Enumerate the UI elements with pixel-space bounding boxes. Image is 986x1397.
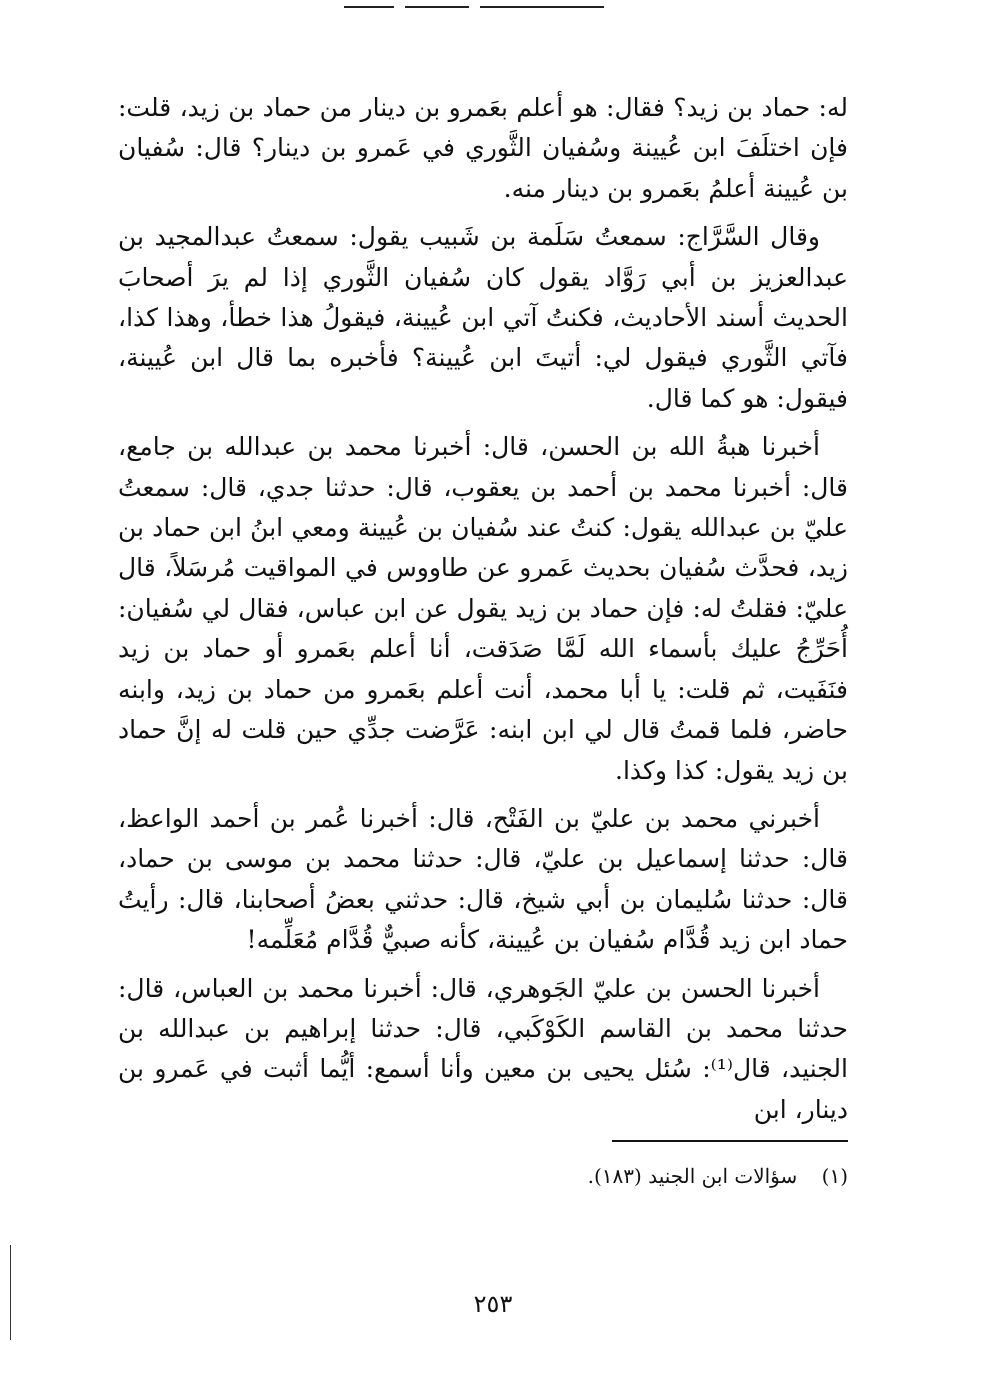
paragraph: أخبرنا الحسن بن عليّ الجَوهري، قال: أخبرنا محمد بن العباس، قال: حدثنا محمد بن القاسم الكَوْكَبي، قال: حدثنا إبراهيم بن عبدالله بن الجنيد، قال⁽¹⁾: سُئل يحيى بن معين وأنا أسمع: أيُّما أثبت في عَمرو بن دينار، ابن: [118, 973, 848, 1124]
footnote-text: سؤالات ابن الجنيد (١٨٣).: [587, 1164, 798, 1188]
top-rule: [480, 6, 604, 8]
footnote: [118, 1162, 848, 1190]
top-rule: [344, 6, 394, 8]
footnote-number: (١): [821, 1164, 848, 1188]
paragraph: أخبرني محمد بن عليّ بن الفَتْح، قال: أخبرنا عُمر بن أحمد الواعظ، قال: حدثنا إسماعيل بن عليّ، قال: حدثنا محمد بن موسى بن حماد، قال: حدثنا سُليمان بن أبي شيخ، قال: حدثني بعضُ أصحابنا، قال: رأيتُ حماد ابن زيد قُدَّام سُفيان بن عُيينة، كأنه صبيٌّ قُدَّام مُعَلِّمه!: [118, 803, 848, 955]
paragraph: وقال السَّرَّاج: سمعتُ سَلَمة بن شَبيب يقول: سمعتُ عبدالمجيد بن عبدالعزيز بن أبي رَوَّاد يقول كان سُفيان الثَّوري إذا لم يرَ أصحابَ الحديث أسند الأحاديث، فكنتُ آتي ابن عُيينة، فيقولُ هذا خطأ، وهذا كذا، فآتي الثَّوري فيقول لي: أتيتَ ابن عُيينة؟ فأخبره بما قال ابن عُيينة، فيقول: هو كما قال.: [118, 222, 848, 413]
footnote-rule: [612, 1140, 848, 1142]
paragraph: له: حماد بن زيد؟ فقال: هو أعلم بعَمرو بن دينار من حماد بن زيد، قلت: فإن اختلَفَ ابن عُيينة وسُفيان الثَّوري في عَمرو بن دينار؟ قال: سُفيان بن عُيينة أعلمُ بعَمرو بن دينار منه.: [118, 93, 848, 203]
page-body: [118, 88, 848, 1138]
top-rule: [405, 6, 469, 8]
paragraph: أخبرنا هبةُ الله بن الحسن، قال: أخبرنا محمد بن عبدالله بن جامع، قال: أخبرنا محمد بن أحمد بن يعقوب، قال: حدثنا جدي، قال: سمعتُ عليّ بن عبدالله يقول: كنتُ عند سُفيان بن عُيينة ومعي ابنُ ابن حماد بن زيد، فحدَّث سُفيان بحديث عَمرو عن طاووس في المواقيت مُرسَلاً، قال عليّ: فقلتُ له: فإن حماد بن زيد يقول عن ابن عباس، فقال لي سُفيان: أُحَرِّجُ عليك بأسماء الله لَمَّا صَدَقت، أنا أعلم بعَمرو أو حماد بن زيد فنَفَيت، ثم قلت: يا أبا محمد، أنت أعلم بعَمرو من حماد بن زيد، وابنه حاضر، فلما قمتُ قال لي ابن ابنه: عَرَّضت جدِّي حين قلت له إنَّ حماد بن زيد يقول: كذا وكذا.: [118, 432, 848, 785]
page-number: ٢٥٣: [473, 1290, 513, 1318]
